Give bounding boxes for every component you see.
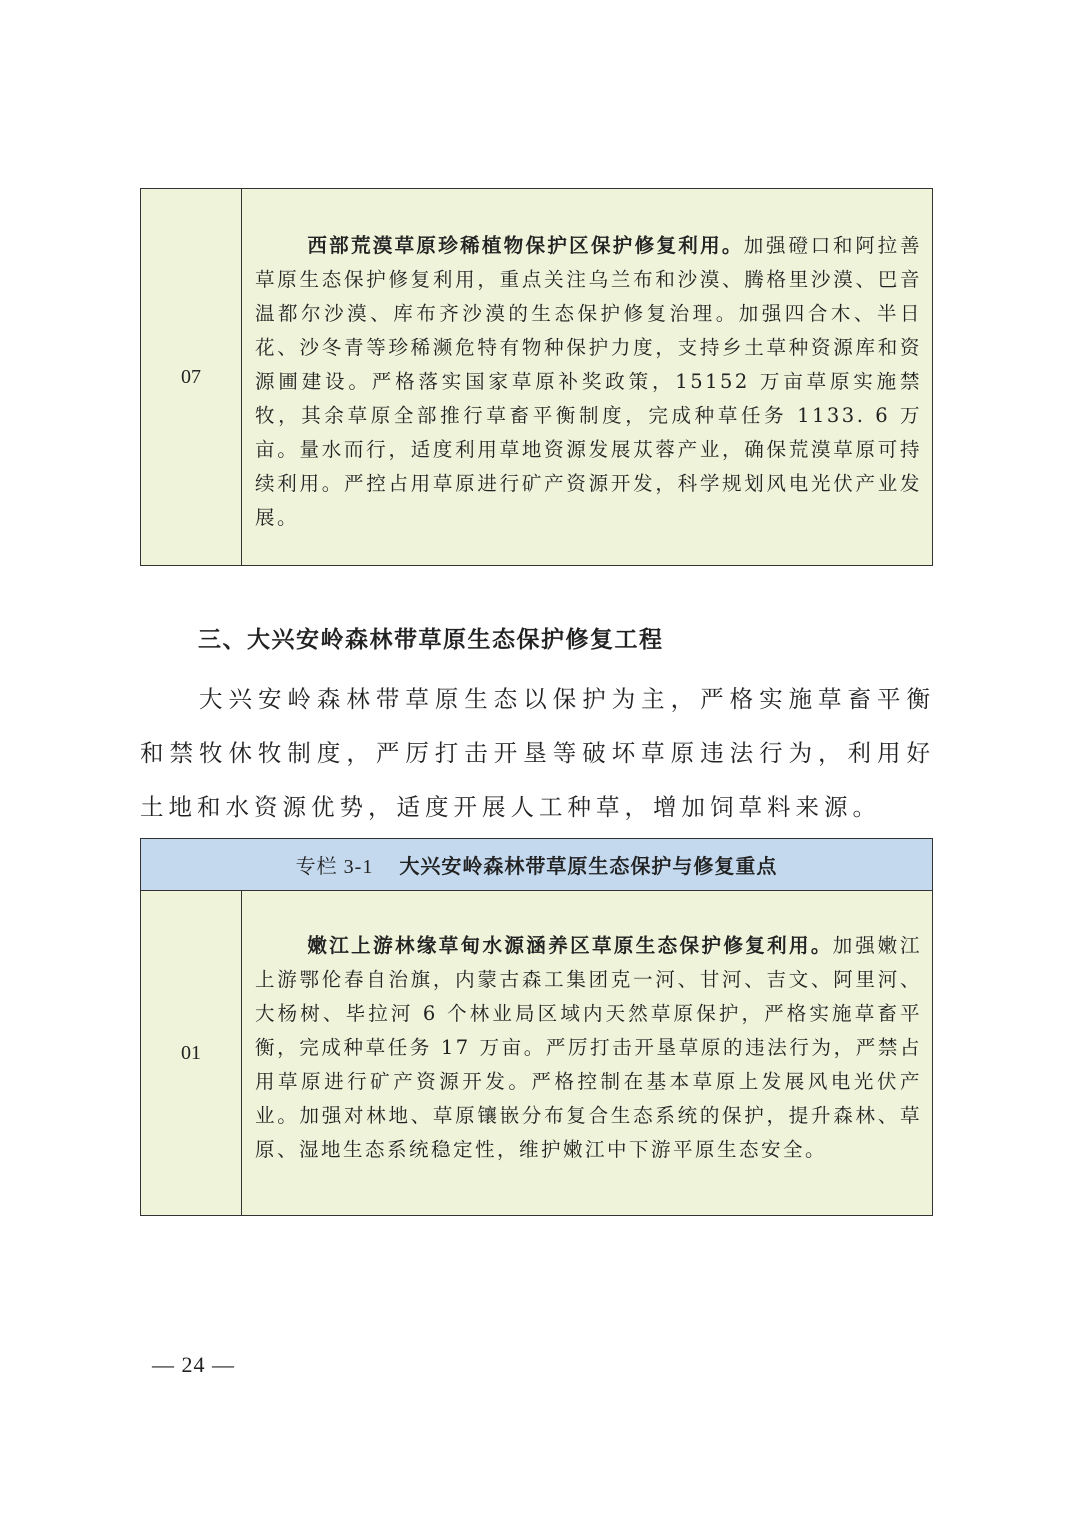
item-content xyxy=(242,891,932,1215)
item-content xyxy=(242,189,932,565)
column-header xyxy=(141,839,932,891)
column-code: 专栏 3-1 xyxy=(295,856,374,878)
project-box-07 xyxy=(140,188,933,566)
column-title: 大兴安岭森林带草原生态保护与修复重点 xyxy=(399,854,778,878)
item-title: 嫩江上游林缘草甸水源涵养区草原生态保护修复利用。 xyxy=(307,934,833,957)
page-number: — 24 — xyxy=(152,1352,235,1377)
column-box-3-1 xyxy=(140,838,933,1216)
item-number: 01 xyxy=(141,891,242,1215)
item-body: 加强嫩江上游鄂伦春自治旗，内蒙古森工集团克一河、甘河、吉文、阿里河、大杨树、毕拉河 6 个林业局区域内天然草原保护，严格实施草畜平衡，完成种草任务 17 万亩。严厉打击开垦草原的违法行为，严禁占用草原进行矿产资源开发。严格控制在基本草原上发展风电光伏产业。加强对林地、草原镶嵌分布复合生态系统的保护，提升森林、草原、湿地生态系统稳定性，维护嫩江中下游平原生态安全。 xyxy=(255,934,922,1161)
section-paragraph xyxy=(140,672,935,834)
item-body: 加强磴口和阿拉善草原生态保护修复利用，重点关注乌兰布和沙漠、腾格里沙漠、巴音温都尔沙漠、库布齐沙漠的生态保护修复治理。加强四合木、半日花、沙冬青等珍稀濒危特有物种保护力度，支持乡土草种资源库和资源圃建设。严格落实国家草原补奖政策，15152 万亩草原实施禁牧，其余草原全部推行草畜平衡制度，完成种草任务 1133. 6 万亩。量水而行，适度利用草地资源发展苁蓉产业，确保荒漠草原可持续利用。严控占用草原进行矿产资源开发，科学规划风电光伏产业发展。 xyxy=(255,234,922,529)
section-paragraph-text: 大兴安岭森林带草原生态以保护为主，严格实施草畜平衡和禁牧休牧制度，严厉打击开垦等破坏草原违法行为，利用好土地和水资源优势，适度开展人工种草，增加饲草料来源。 xyxy=(140,685,935,821)
column-row xyxy=(141,891,932,1215)
section-heading: 三、大兴安岭森林带草原生态保护修复工程 xyxy=(198,627,664,653)
item-title: 西部荒漠草原珍稀植物保护区保护修复利用。 xyxy=(307,234,744,257)
item-paragraph xyxy=(255,929,922,1167)
item-paragraph xyxy=(255,229,922,535)
item-number: 07 xyxy=(141,189,242,565)
